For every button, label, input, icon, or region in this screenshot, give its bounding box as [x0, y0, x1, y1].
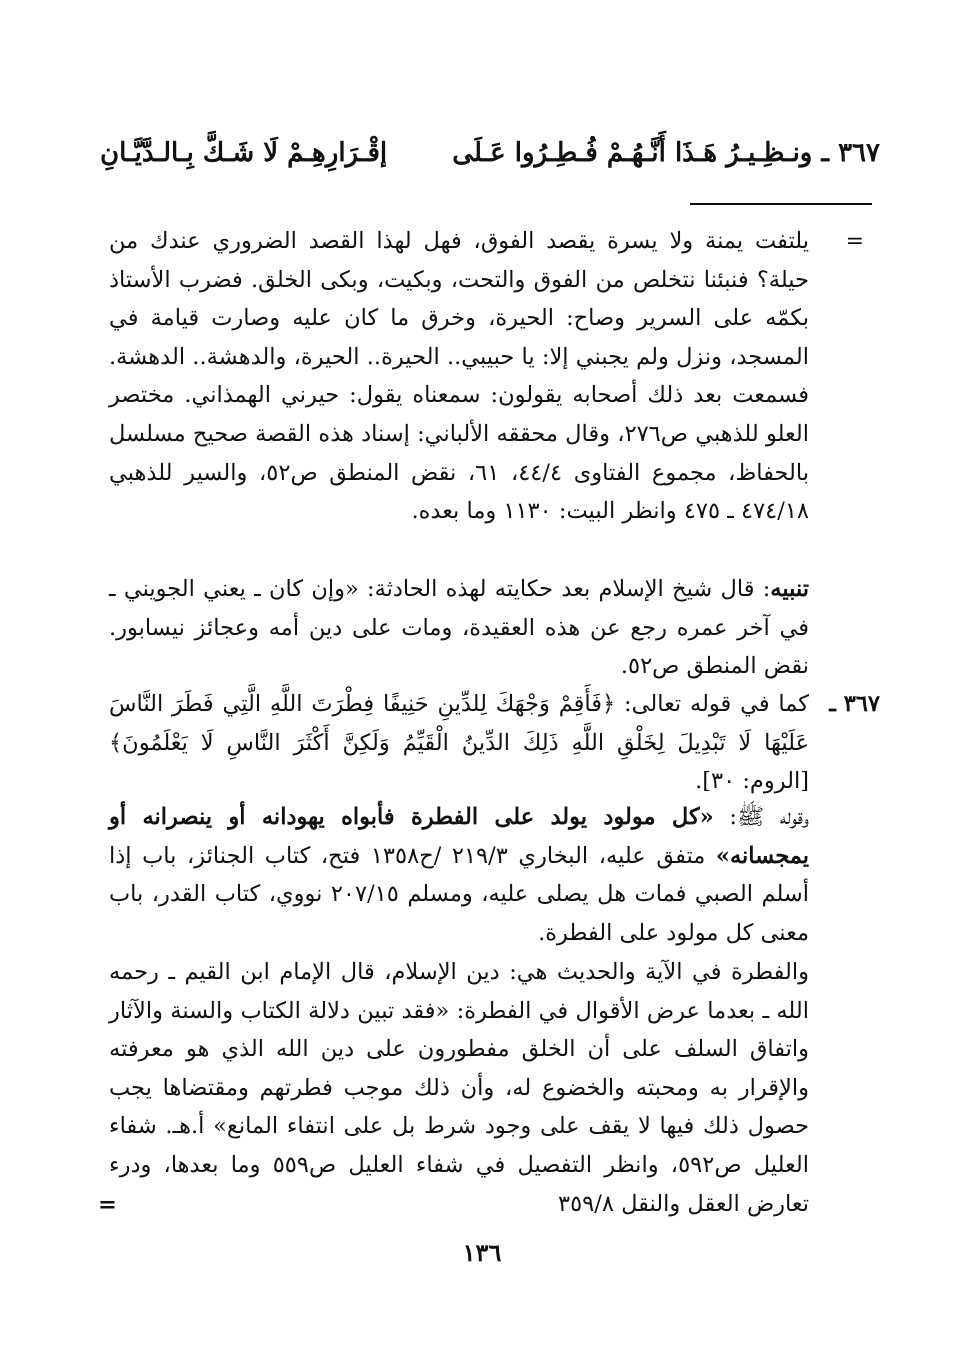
- continuation-mark: =: [98, 1192, 117, 1218]
- fitra-paragraph: [109, 953, 809, 1223]
- hadith-paragraph: [109, 798, 809, 952]
- entry-number: ٣٦٧ ـ: [829, 691, 880, 717]
- fitra-paragraph-text: والفطرة في الآية والحديث هي: دين الإسلام، قال الإمام ابن القيم ـ رحمه الله ـ بعدما عرض الأقوال في الفطرة: «فقد تبين دلالة الكتاب والسنة والآثار واتفاق السلف على أن الخلق مفطورون على دين الله الذي هو معرفته والإقرار به ومحبته والخضوع له، وأن ذلك موجب فطرتهم ومقتضاها يجب حصول ذلك فيها لا يقف على وجود شرط بل على انتفاء المانع» أ.هـ. شفاء العليل ص٥٩٢، وانظر التفصيل في شفاء العليل ص٥٥٩ وما بعدها، ودرء تعارض العقل والنقل ٣٥٩/٨: [109, 959, 809, 1217]
- verse-header: [80, 130, 880, 176]
- tanbih-text: : قال شيخ الإسلام بعد حكايته لهذه الحادثة: «وإن كان ـ يعني الجويني ـ في آخر عمره رجع عن هذه العقيدة، ومات على دين أمه وعجائز نيسابور. نقض المنطق ص٥٢.: [109, 576, 809, 680]
- page-number: ١٣٦: [462, 1238, 502, 1267]
- footnote-separator: [690, 203, 872, 205]
- footnote-continuation-text: يلتفت يمنة ولا يسرة يقصد الفوق، فهل لهذا القصد الضروري عندك من حيلة؟ فنبئنا نتخلص من الفوق والتحت، وبكيت، وبكى الخلق. فضرب الأستاذ بكمّه على السرير وصاح: الحيرة، وخرق ما كان عليه وصارت قيامة في المسجد، ونزل ولم يجبني إلا: يا حبيبي.. الحيرة.. الحيرة، والدهشة.. الدهشة. فسمعت بعد ذلك أصحابه يقولون: سمعناه يقول: حيرني الهمذاني. مختصر العلو للذهبي ص٢٧٦، وقال محققه الألباني: إسناد هذه القصة صحيح مسلسل بالحفاظ، مجموع الفتاوى ٤٤/٤، ٦١، نقض المنطق ص٥٢، والسير للذهبي ٤٧٤/١٨ ـ ٤٧٥ وانظر البيت: ١١٣٠ وما بعده.: [109, 228, 809, 525]
- verse-second-hemistich: إقْـرَارِهِـمْ لَا شَـكَّ بِـالـدَّيَّـانِ: [100, 138, 388, 168]
- quran-citation: [109, 685, 809, 801]
- footnote-continuation-marker: =: [845, 229, 864, 254]
- hadith-text: «كل مولود يولد على الفطرة فأبواه يهودانه أو ينصرانه أو يمجسانه»: [109, 804, 809, 869]
- tanbih-label: تنبيه: [770, 576, 809, 602]
- tanbih-note: [109, 570, 809, 686]
- verse-first-hemistich: ٣٦٧ ـ ونـظِـيـرُ هَـذَا أَنَّـهُـمْ فُـطِـرُوا عَـلَى: [452, 138, 880, 168]
- footnote-continuation: [109, 222, 809, 531]
- quran-citation-text: كما في قوله تعالى: ﴿فَأَقِمْ وَجْهَكَ لِلدِّينِ حَنِيفًا فِطْرَتَ اللَّهِ الَّتِي فَطَرَ النَّاسَ عَلَيْهَا لَا تَبْدِيلَ لِخَلْقِ اللَّهِ ذَلِكَ الدِّينُ الْقَيِّمُ وَلَكِنَّ أَكْثَرَ النَّاسِ لَا يَعْلَمُونَ﴾ [الروم: ٣٠].: [109, 691, 809, 795]
- hadith-source: متفق عليه، البخاري ٢١٩/٣ /ح١٣٥٨ فتح، كتاب الجنائز، باب إذا أسلم الصبي فمات هل يصلى عليه، ومسلم ٢٠٧/١٥ نووي، كتاب القدر، باب معنى كل مولود على الفطرة.: [109, 842, 809, 946]
- hadith-intro: وقوله ﷺ:: [713, 804, 809, 830]
